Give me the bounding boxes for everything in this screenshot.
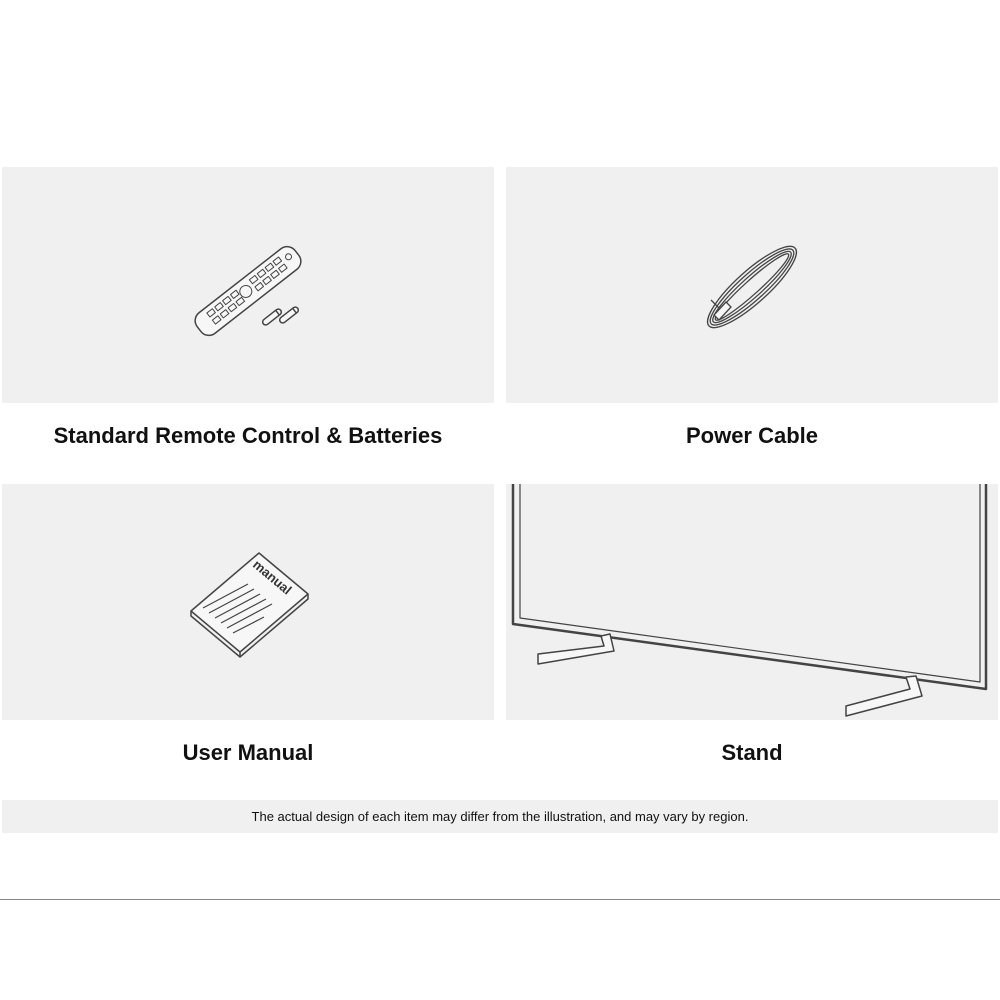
remote-control-batteries-icon [2, 167, 494, 403]
manual-cover-text: manual [250, 556, 295, 598]
divider [0, 899, 1000, 900]
stand-label: Stand [721, 740, 783, 765]
user-manual-tile [2, 484, 494, 720]
disclaimer-bar [2, 800, 998, 833]
power-cable-icon [506, 167, 998, 403]
disclaimer-text: The actual design of each item may differ from the illustration, and may vary by region. [251, 809, 749, 824]
user-manual-label: User Manual [182, 740, 314, 765]
remote-batteries-tile [2, 167, 494, 403]
tv-stand-icon [506, 484, 998, 720]
user-manual-icon [2, 484, 494, 720]
remote-batteries-label: Standard Remote Control & Batteries [53, 423, 443, 448]
power-cable-tile [506, 167, 998, 403]
power-cable-label: Power Cable [685, 423, 819, 448]
stand-tile [506, 484, 998, 720]
